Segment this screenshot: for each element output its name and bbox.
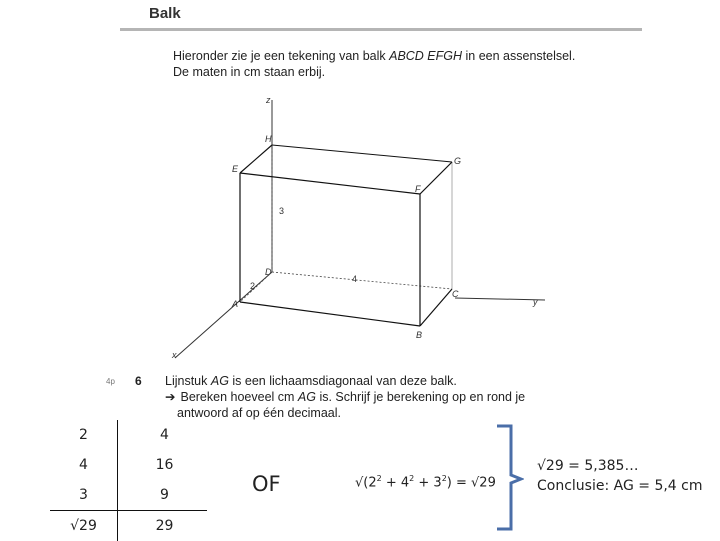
formula-exponent: 2	[442, 474, 447, 483]
pythagoras-formula	[355, 474, 496, 490]
edge-AB	[240, 302, 420, 326]
z-axis-label: z	[265, 95, 271, 105]
vertex-F: F	[415, 184, 421, 194]
question-line-2-pre: Bereken hoeveel cm	[180, 390, 297, 404]
edge-BC	[420, 289, 452, 326]
vertex-G: G	[454, 156, 461, 166]
vertex-H: H	[265, 134, 272, 144]
result-value: √29 = 5,385…	[537, 456, 703, 476]
edge-FG	[420, 162, 452, 194]
y-axis-label: y	[532, 297, 538, 307]
vertex-D: D	[265, 267, 272, 277]
edge-EF	[240, 173, 420, 194]
table-cell: 16	[118, 450, 208, 480]
question-number: 6	[135, 374, 142, 388]
question-line-2	[165, 389, 525, 405]
dimension-width: 2	[250, 281, 255, 291]
or-label: OF	[252, 472, 281, 496]
formula-term: + 4	[382, 475, 409, 490]
vertex-A: A	[231, 299, 238, 309]
question-line-2-post: is. Schrijf je berekening op en rond je	[316, 390, 525, 404]
intro-line-1	[173, 48, 575, 64]
table-cell: 9	[118, 480, 208, 511]
table-row	[50, 511, 207, 541]
arrow-icon: ➔	[165, 389, 177, 405]
table-row	[50, 420, 207, 450]
question-line-1	[165, 373, 525, 389]
result-block	[537, 456, 703, 496]
vertex-E: E	[232, 164, 239, 174]
x-axis-label: x	[171, 350, 177, 360]
right-brace-icon	[494, 423, 524, 533]
table-cell: 3	[50, 480, 118, 511]
intro-line-2: De maten in cm staan erbij.	[173, 64, 575, 80]
section-title: Balk	[149, 5, 181, 22]
table-row	[50, 450, 207, 480]
formula-root: √(2	[355, 475, 377, 490]
question-line-3: antwoord af op één decimaal.	[165, 405, 525, 421]
title-divider	[120, 28, 642, 31]
question-text	[165, 373, 525, 421]
y-axis	[455, 298, 545, 300]
question-line-1-segment: AG	[211, 374, 229, 388]
question-line-1-post: is een lichaamsdiagonaal van deze balk.	[229, 374, 457, 388]
table-row	[50, 480, 207, 511]
question-line-2-segment: AG	[298, 390, 316, 404]
edge-HG	[272, 145, 452, 162]
table-cell: 4	[118, 420, 208, 450]
intro-line-1-box-name: ABCD EFGH	[389, 49, 462, 63]
edge-EH	[240, 145, 272, 173]
dimension-height: 3	[279, 206, 284, 216]
intro-text	[173, 48, 575, 80]
dimension-length: 4	[352, 274, 357, 284]
result-conclusion: Conclusie: AG = 5,4 cm	[537, 476, 703, 496]
formula-result: ) = √29	[447, 475, 496, 490]
intro-line-1-post: in een assenstelsel.	[462, 49, 575, 63]
table-cell: 4	[50, 450, 118, 480]
question-line-1-pre: Lijnstuk	[165, 374, 211, 388]
calculation-table	[50, 420, 207, 541]
formula-exponent: 2	[409, 474, 414, 483]
formula-exponent: 2	[377, 474, 382, 483]
table-cell: 2	[50, 420, 118, 450]
edge-DC	[272, 272, 452, 289]
vertex-B: B	[416, 330, 422, 340]
table-cell: 29	[118, 511, 208, 541]
question-points: 4p	[106, 377, 115, 386]
box-diagram	[160, 90, 560, 370]
vertex-C: C	[452, 289, 459, 299]
intro-line-1-pre: Hieronder zie je een tekening van balk	[173, 49, 389, 63]
formula-term: + 3	[414, 475, 441, 490]
x-axis	[175, 272, 272, 358]
table-cell: √29	[50, 511, 118, 541]
